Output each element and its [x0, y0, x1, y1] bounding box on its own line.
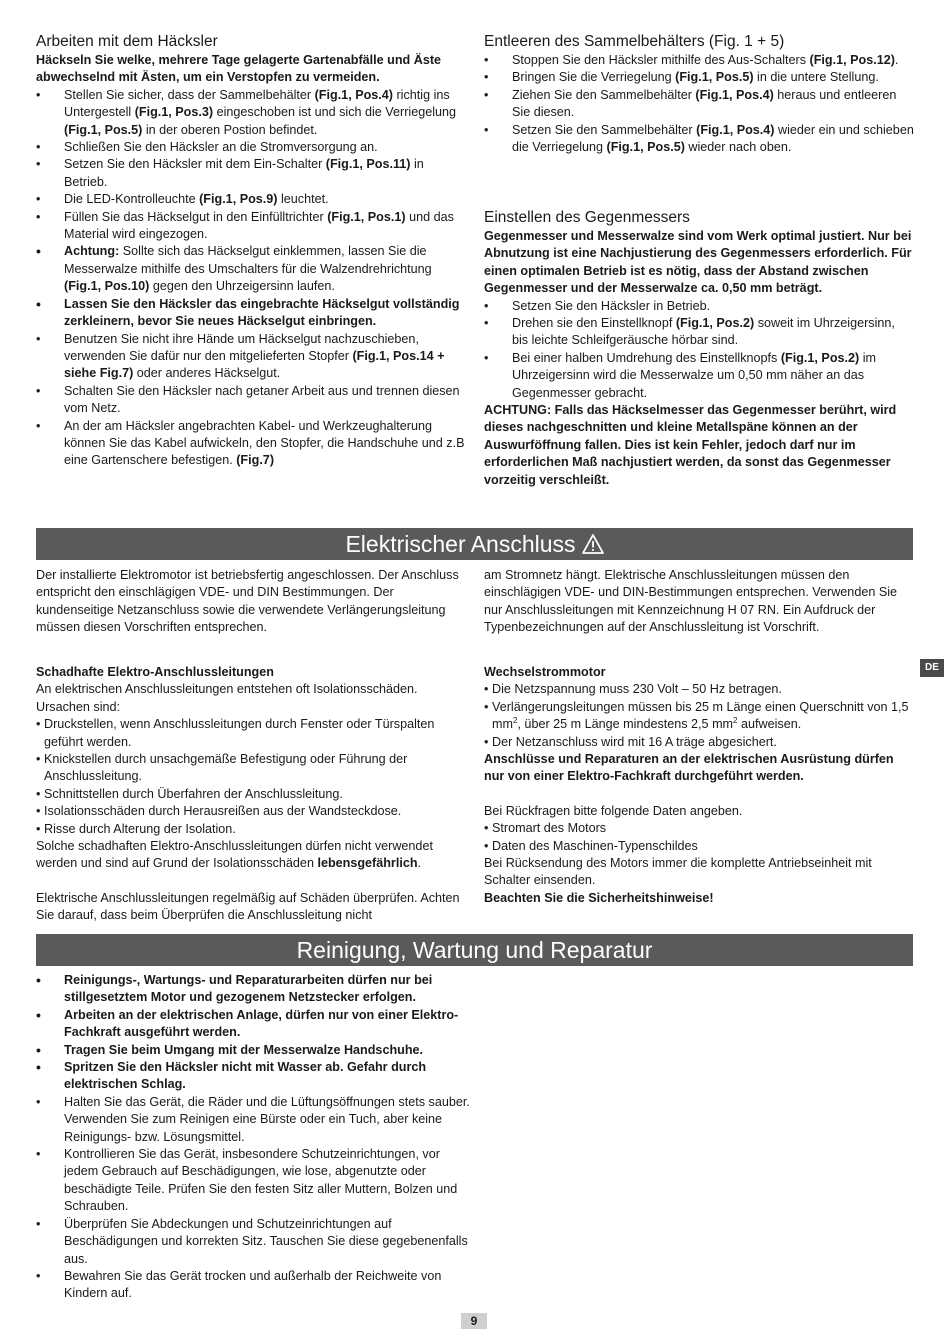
section-gegenmesser [484, 209, 914, 489]
list-item: • An der am Häcksler angebrachten Kabel- und Werkzeughalterung können Sie das Kabel aufwickeln, den Stopfer, die Handschuhe und z.B eine Gartenschere befestigen. (Fig.7) [36, 418, 466, 470]
list-item: • Tragen Sie beim Umgang mit der Messerwalze Handschuhe. [36, 1042, 470, 1059]
list-item: • Arbeiten an der elektrischen Anlage, dürfen nur von einer Elektro-Fachkraft ausgeführt werden. [36, 1007, 470, 1042]
list-item: • Isolationsschäden durch Herausreißen aus der Wandsteckdose. [36, 803, 468, 820]
list-arbeiten [36, 87, 466, 470]
band-title: Reinigung, Wartung und Reparatur [296, 937, 653, 963]
section-wechselstrommotor [484, 664, 914, 907]
list-item: • Ziehen Sie den Sammelbehälter (Fig.1, Pos.4) heraus und entleeren Sie diesen. [484, 87, 914, 122]
intro-arbeiten: Häckseln Sie welke, mehrere Tage gelagerte Gartenabfälle und Äste abwechselnd mit Ästen, um ein Verstopfen zu vermeiden. [36, 53, 442, 85]
section-arbeiten [36, 33, 466, 470]
list-item: • Kontrollieren Sie das Gerät, insbesondere Schutzeinrichtungen, vor jedem Gebrauch auf Beschädigungen, wie lose, abgenutzte oder beschädigte Teile. Prüfen Sie den festen Sitz aller Muttern, Bolzen und Schrauben. [36, 1146, 470, 1216]
list-item: • Bewahren Sie das Gerät trocken und außerhalb der Reichweite von Kindern auf. [36, 1268, 470, 1303]
language-tab: DE [920, 659, 944, 677]
intro-gegenmesser: Gegenmesser und Messerwalze sind vom Werk optimal justiert. Nur bei Abnutzung ist eine Nachjustierung des Gegenmessers erforderlich. Für einen optimalen Betrieb ist es nötig, dass der Abstand zwischen Gegenmesser und der Messerwalze ca. 0,50 mm beträgt. [484, 229, 912, 296]
list-item: • Setzen Sie den Sammelbehälter (Fig.1, Pos.4) wieder ein und schieben die Verriegelung (Fig.1, Pos.5) wieder nach oben. [484, 122, 914, 157]
list-item: • Stellen Sie sicher, dass der Sammelbehälter (Fig.1, Pos.4) richtig ins Untergestell (Fig.1, Pos.3) eingeschoben ist und sich die Verriegelung (Fig.1, Pos.5) in der oberen Postion befindet. [36, 87, 466, 139]
heading-schadhafte: Schadhafte Elektro-Anschlussleitungen [36, 665, 274, 679]
section-band-elektrischer-anschluss [36, 528, 913, 560]
list-schadhafte [36, 716, 468, 838]
heading-gegenmesser: Einstellen des Gegenmessers [484, 209, 690, 226]
outro-schadhafte: Solche schadhaften Elektro-Anschlussleitungen dürfen nicht verwendet werden und sind auf Grund der Isolationsschäden lebensgefährlich. [36, 839, 433, 871]
list-item: • Reinigungs-, Wartungs- und Reparaturarbeiten dürfen nur bei stillgesetztem Motor und gezogenem Netzstecker erfolgen. [36, 972, 470, 1007]
return-text: Bei Rücksendung des Motors immer die komplette Antriebseinheit mit Schalter einsenden. [484, 856, 872, 888]
heading-arbeiten: Arbeiten mit dem Häcksler [36, 33, 218, 50]
list-item: • Benutzen Sie nicht ihre Hände um Häckselgut nachzuschieben, verwenden Sie dafür nur den mitgelieferten Stopfer (Fig.1, Pos.14 + siehe Fig.7) oder anderes Häckselgut. [36, 331, 466, 383]
list-item: • Die LED-Kontrolleuchte (Fig.1, Pos.9) leuchtet. [36, 191, 466, 208]
section-schadhafte [36, 664, 468, 925]
bold-note-wechselstrommotor: Anschlüsse und Reparaturen an der elektrischen Ausrüstung dürfen nur von einer Elektro-Fachkraft durchgeführt werden. [484, 752, 894, 784]
list-item: • Knickstellen durch unsachgemäße Befestigung oder Führung der Anschlussleitung. [36, 751, 468, 786]
band-title: Elektrischer Anschluss [345, 531, 576, 557]
list-item: • Spritzen Sie den Häcksler nicht mit Wasser ab. Gefahr durch elektrischen Schlag. [36, 1059, 470, 1094]
intro-schadhafte: An elektrischen Anschlussleitungen entstehen oft Isolationsschäden. Ursachen sind: [36, 682, 418, 714]
heading-wechselstrommotor: Wechselstrommotor [484, 665, 606, 679]
list-item: • Schalten Sie den Häcksler nach getaner Arbeit aus und trennen diesen vom Netz. [36, 383, 466, 418]
list-item: • Überprüfen Sie Abdeckungen und Schutzeinrichtungen auf Beschädigungen und korrekten Sitz. Tauschen Sie diese gegebenenfalls aus. [36, 1216, 470, 1268]
list-item: • Stromart des Motors [484, 820, 914, 837]
elec-intro-right: am Stromnetz hängt. Elektrische Anschlussleitungen müssen den einschlägigen VDE- und DIN-Bestimmungen entsprechen. Verwenden Sie nur Anschlussleitungen mit Kennzeichnung H 07 RN. Ein Aufdruck der Typenbezeichnungen auf der Anschlussleitung ist Vorschrift. [484, 568, 898, 635]
list-wechselstrommotor [484, 681, 914, 751]
list-item: • Drehen sie den Einstellknopf (Fig.1, Pos.2) soweit im Uhrzeigersinn, bis leichte Schleifgeräusche hörbar sind. [484, 315, 914, 350]
list-item: • Füllen Sie das Häckselgut in den Einfülltrichter (Fig.1, Pos.1) und das Material wird eingezogen. [36, 209, 466, 244]
section-reinigung [36, 972, 470, 1303]
list-reinigung [36, 972, 470, 1303]
list-item: • Lassen Sie den Häcksler das eingebrachte Häckselgut vollständig zerkleinern, bevor Sie neues Häckselgut einbringen. [36, 296, 466, 331]
list-item: • Verlängerungsleitungen müssen bis 25 m Länge einen Querschnitt von 1,5 $mm^2$, über 25 m Länge mindestens 2,5 $mm^2$ aufweisen. [484, 699, 914, 734]
section-entleeren [484, 33, 914, 156]
page-number: 9 [461, 1313, 487, 1329]
list-item: • Der Netzanschluss wird mit 16 A träge abgesichert. [484, 734, 914, 751]
check-schadhafte: Elektrische Anschlussleitungen regelmäßig auf Schäden überprüfen. Achten Sie darauf, dass beim Überprüfen die Anschlussleitung nicht [36, 890, 460, 923]
list-item: • Daten des Maschinen-Typenschildes [484, 838, 914, 855]
list-item: • Druckstellen, wenn Anschlussleitungen durch Fenster oder Türspalten geführt werden. [36, 716, 468, 751]
ask-text: Bei Rückfragen bitte folgende Daten angeben. [484, 803, 743, 818]
elec-intro-left: Der installierte Elektromotor ist betriebsfertig angeschlossen. Der Anschluss entspricht den einschlägigen VDE- und DIN Bestimmungen. Der kundenseitige Netzanschluss sowie die verwendete Verlängerungsleitung müssen diesen Vorschriften entsprechen. [36, 568, 459, 635]
list-ask [484, 820, 914, 855]
list-item: • Die Netzspannung muss 230 Volt – 50 Hz betragen. [484, 681, 914, 698]
list-item: • Bei einer halben Umdrehung des Einstellknopfs (Fig.1, Pos.2) im Uhrzeigersinn wird die Messerwalze um 0,50 mm näher an das Gegenmesser gebracht. [484, 350, 914, 402]
list-item: • Schnittstellen durch Überfahren der Anschlussleitung. [36, 786, 468, 803]
list-item: • Risse durch Alterung der Isolation. [36, 821, 468, 838]
list-item: • Achtung: Sollte sich das Häckselgut einklemmen, lassen Sie die Messerwalze mithilfe des Umschalters für die Walzendrehrichtung (Fig.1, Pos.10) gegen den Uhrzeigersinn laufen. [36, 243, 466, 295]
section-band-reinigung [36, 934, 913, 966]
list-item: • Stoppen Sie den Häcksler mithilfe des Aus-Schalters (Fig.1, Pos.12). [484, 52, 914, 69]
safety-text: Beachten Sie die Sicherheitshinweise! [484, 890, 714, 905]
list-item: • Schließen Sie den Häcksler an die Stromversorgung an. [36, 139, 466, 156]
list-item: • Setzen Sie den Häcksler mit dem Ein-Schalter (Fig.1, Pos.11) in Betrieb. [36, 156, 466, 191]
heading-entleeren: Entleeren des Sammelbehälters (Fig. 1 + 5) [484, 33, 785, 50]
list-entleeren [484, 52, 914, 156]
list-item: • Halten Sie das Gerät, die Räder und die Lüftungsöffnungen stets sauber. Verwenden Sie zum Reinigen eine Bürste oder ein Tuch, aber keine Reinigungs- bzw. Lösungsmittel. [36, 1094, 470, 1146]
warning-triangle-icon [582, 530, 604, 562]
list-item: • Bringen Sie die Verriegelung (Fig.1, Pos.5) in die untere Stellung. [484, 69, 914, 86]
list-item: • Setzen Sie den Häcksler in Betrieb. [484, 298, 914, 315]
list-gegenmesser [484, 298, 914, 402]
warning-gegenmesser: ACHTUNG: Falls das Häckselmesser das Gegenmesser berührt, wird dieses nachgeschnitten und kleine Metallspäne können an der Auswurföffnung fallen. Dies ist kein Fehler, jedoch darf nur im erforderlichen Maß nachjustiert werden, da sonst das Gegenmesser vorzeitig verschleißt. [484, 403, 897, 487]
